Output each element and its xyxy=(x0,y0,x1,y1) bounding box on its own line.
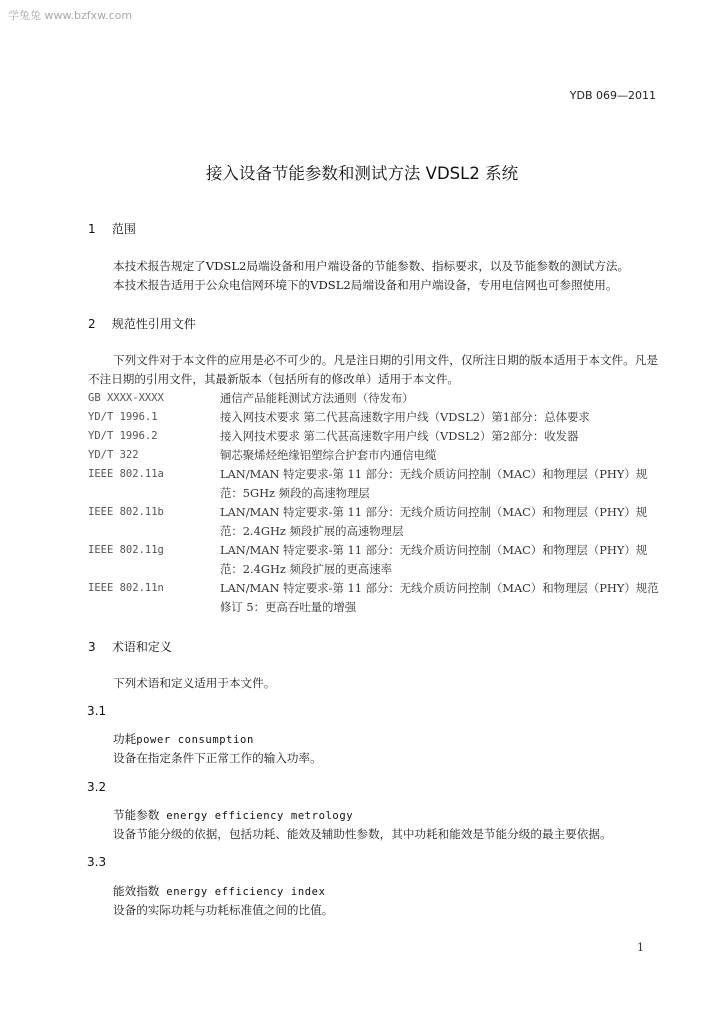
reference-title: LAN/MAN 特定要求-第 11 部分：无线介质访问控制（MAC）和物理层（PHY）规范：2.4GHz 频段扩展的更高速率 xyxy=(220,543,648,576)
term-number: 3.1 xyxy=(87,704,107,718)
reference-title: 铜芯聚烯烃绝缘铝塑综合护套市内通信电缆 xyxy=(220,448,437,462)
section-title: 规范性引用文件 xyxy=(111,317,196,331)
reference-code: IEEE 802.11n xyxy=(88,582,164,594)
section-number: 1 xyxy=(88,222,96,236)
term-chinese: 节能参数 xyxy=(113,808,160,822)
term-english: energy efficiency index xyxy=(159,886,326,898)
section-number: 3 xyxy=(88,640,96,654)
reference-title: LAN/MAN 特定要求-第 11 部分：无线介质访问控制（MAC）和物理层（PHY）规范：2.4GHz 频段扩展的高速物理层 xyxy=(220,505,648,538)
section-3-heading xyxy=(88,638,172,655)
term-heading xyxy=(113,807,353,823)
section-1-heading xyxy=(88,220,136,237)
reference-title: LAN/MAN 特定要求-第 11 部分：无线介质访问控制（MAC）和物理层（PHY）规范：5GHz 频段的高速物理层 xyxy=(220,467,648,500)
scope-paragraph-2: 本技术报告适用于公众电信网环境下的VDSL2局端设备和用户端设备，专用电信网也可参照使用。 xyxy=(113,278,618,292)
term-chinese: 功耗 xyxy=(113,732,137,746)
references-intro: 下列文件对于本文件的应用是必不可少的。凡是注日期的引用文件，仅所注日期的版本适用于本文件。凡是不注日期的引用文件，其最新版本（包括所有的修改单）适用于本文件。 xyxy=(88,353,658,386)
scope-paragraph-1: 本技术报告规定了VDSL2局端设备和用户端设备的节能参数、指标要求，以及节能参数的测试方法。 xyxy=(113,259,630,273)
term-number: 3.2 xyxy=(87,780,107,794)
term-heading xyxy=(113,731,254,747)
watermark: 学兔兔 www.bzfxw.com xyxy=(8,9,133,22)
term-definition: 设备节能分级的依据，包括功耗、能效及辅助性参数，其中功耗和能效是节能分级的最主要依据。 xyxy=(113,827,612,841)
term-english: power consumption xyxy=(136,734,254,746)
term-heading xyxy=(113,883,326,899)
document-number: YDB 069—2011 xyxy=(569,89,656,102)
reference-code: GB XXXX-XXXX xyxy=(88,392,164,404)
term-definition: 设备在指定条件下正常工作的输入功率。 xyxy=(113,751,322,765)
reference-title: 通信产品能耗测试方法通则（待发布） xyxy=(220,391,414,405)
reference-code: YD/T 322 xyxy=(88,449,139,461)
section-number: 2 xyxy=(88,317,96,331)
reference-title: 接入网技术要求 第二代甚高速数字用户线（VDSL2）第1部分：总体要求 xyxy=(220,410,590,424)
section-2-heading xyxy=(88,315,196,332)
term-definition: 设备的实际功耗与功耗标准值之间的比值。 xyxy=(113,903,334,917)
reference-code: IEEE 802.11g xyxy=(88,544,164,556)
reference-title: LAN/MAN 特定要求-第 11 部分：无线介质访问控制（MAC）和物理层（PHY）规范修订 5：更高吞吐量的增强 xyxy=(220,581,659,614)
reference-code: IEEE 802.11a xyxy=(88,468,164,480)
reference-code: YD/T 1996.2 xyxy=(88,430,158,442)
page-title: 接入设备节能参数和测试方法 VDSL2 系统 xyxy=(205,164,519,183)
terms-intro: 下列术语和定义适用于本文件。 xyxy=(113,676,276,690)
reference-code: IEEE 802.11b xyxy=(88,506,164,518)
reference-code: YD/T 1996.1 xyxy=(88,411,158,423)
term-english: energy efficiency metrology xyxy=(159,810,354,822)
term-chinese: 能效指数 xyxy=(113,884,160,898)
section-title: 术语和定义 xyxy=(111,640,172,654)
term-number: 3.3 xyxy=(87,855,107,869)
section-title: 范围 xyxy=(111,222,136,236)
page-number: 1 xyxy=(637,941,644,954)
reference-title: 接入网技术要求 第二代甚高速数字用户线（VDSL2）第2部分：收发器 xyxy=(220,429,579,443)
